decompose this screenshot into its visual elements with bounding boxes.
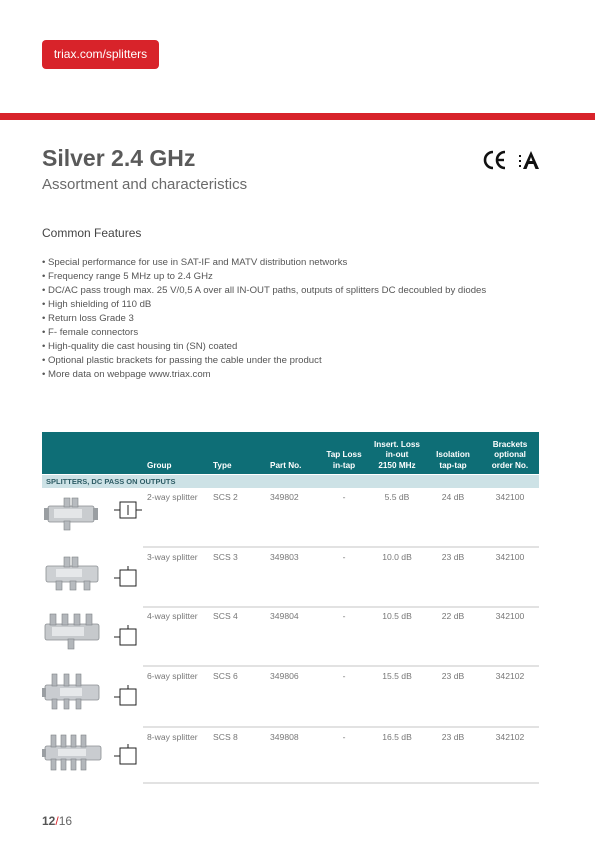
list-item: • Return loss Grade 3	[42, 313, 134, 324]
website-badge[interactable]: triax.com/splitters	[42, 40, 159, 69]
list-item: • High-quality die cast housing tin (SN) coated	[42, 341, 238, 352]
tap-loss-cell: -	[342, 671, 346, 681]
isolation-cell: 22 dB	[441, 611, 465, 621]
isolation-cell: 23 dB	[441, 732, 465, 742]
group-cell: 2-way splitter	[147, 492, 198, 502]
table-row	[42, 607, 539, 667]
tap-loss-cell: -	[342, 732, 346, 742]
table-row	[42, 667, 539, 728]
isolation-cell: 24 dB	[441, 492, 465, 502]
tap-loss-cell: -	[342, 611, 346, 621]
isolation-cell: 23 dB	[441, 552, 465, 562]
page-subtitle: Assortment and characteristics	[42, 176, 248, 193]
part-no-cell: 349802	[270, 492, 299, 502]
type-cell: SCS 4	[213, 611, 238, 621]
list-item: • High shielding of 110 dB	[42, 299, 152, 310]
insert-loss-cell: 16.5 dB	[382, 732, 412, 742]
tap-loss-cell: -	[342, 552, 346, 562]
type-cell: SCS 8	[213, 732, 238, 742]
list-item: • Optional plastic brackets for passing the cable under the product	[42, 355, 322, 366]
certification-marks	[481, 147, 543, 173]
total-pages: 16	[58, 814, 73, 828]
current-page: 12	[42, 814, 56, 828]
brackets-cell: 342100	[495, 492, 525, 502]
splitter-schematic-icon	[114, 744, 142, 768]
insert-loss-cell: 15.5 dB	[382, 671, 412, 681]
list-item: • More data on webpage www.triax.com	[42, 369, 211, 380]
splitter-schematic-icon	[114, 625, 142, 649]
header-part-no: Part No.	[270, 460, 302, 470]
list-item: • F- female connectors	[42, 327, 139, 338]
splitter-2way-image	[42, 490, 104, 534]
part-no-cell: 349808	[270, 732, 299, 742]
splitter-schematic-icon	[114, 685, 142, 709]
splitter-schematic-icon	[114, 498, 142, 522]
ce-mark-icon	[485, 152, 505, 168]
row-divider	[143, 782, 539, 784]
list-item: • Special performance for use in SAT-IF and MATV distribution networks	[42, 257, 348, 268]
class-a-mark-icon	[519, 151, 539, 169]
group-cell: 6-way splitter	[147, 671, 198, 681]
brackets-cell: 342100	[495, 611, 525, 621]
features-list	[42, 256, 486, 382]
header-tap-loss: Tap Loss in-tap	[326, 450, 362, 470]
brackets-cell: 342102	[495, 671, 525, 681]
table-row	[42, 728, 539, 784]
header-brackets: Brackets optional order No.	[491, 439, 529, 470]
header-insert-loss: Insert. Loss in-out 2150 MHz	[374, 439, 420, 470]
header-divider-bar	[0, 113, 595, 120]
part-no-cell: 349804	[270, 611, 299, 621]
header-isolation: Isolation tap-tap	[436, 450, 470, 470]
page-separator: /	[55, 814, 59, 828]
table-row	[42, 548, 539, 608]
page-title: Silver 2.4 GHz	[42, 145, 196, 171]
splitter-4way-image	[42, 609, 104, 653]
type-cell: SCS 6	[213, 671, 238, 681]
type-cell: SCS 2	[213, 492, 238, 502]
part-no-cell: 349806	[270, 671, 299, 681]
group-cell: 8-way splitter	[147, 732, 198, 742]
table-header	[42, 432, 539, 474]
header-type: Type	[213, 460, 232, 470]
brackets-cell: 342102	[495, 732, 525, 742]
type-cell: SCS 3	[213, 552, 238, 562]
splitter-6way-image	[42, 669, 104, 713]
brackets-cell: 342100	[495, 552, 525, 562]
splitter-schematic-icon	[114, 566, 142, 590]
group-cell: 4-way splitter	[147, 611, 198, 621]
list-item: • Frequency range 5 MHz up to 2.4 GHz	[42, 271, 213, 282]
insert-loss-cell: 5.5 dB	[384, 492, 410, 502]
features-title: Common Features	[42, 226, 142, 240]
insert-loss-cell: 10.5 dB	[382, 611, 412, 621]
list-item: • DC/AC pass trough max. 25 V/0,5 A over all IN-OUT paths, outputs of splitters DC decoubled by diodes	[42, 285, 487, 296]
group-cell: 3-way splitter	[147, 552, 198, 562]
tap-loss-cell: -	[342, 492, 346, 502]
insert-loss-cell: 10.0 dB	[382, 552, 412, 562]
part-no-cell: 349803	[270, 552, 299, 562]
table-row	[42, 488, 539, 548]
splitter-3way-image	[42, 550, 104, 594]
isolation-cell: 23 dB	[441, 671, 465, 681]
header-group: Group	[147, 460, 172, 470]
page-number	[42, 814, 72, 828]
splitter-8way-image	[42, 730, 104, 774]
table-group-label: SPLITTERS, DC PASS ON OUTPUTS	[42, 475, 539, 488]
